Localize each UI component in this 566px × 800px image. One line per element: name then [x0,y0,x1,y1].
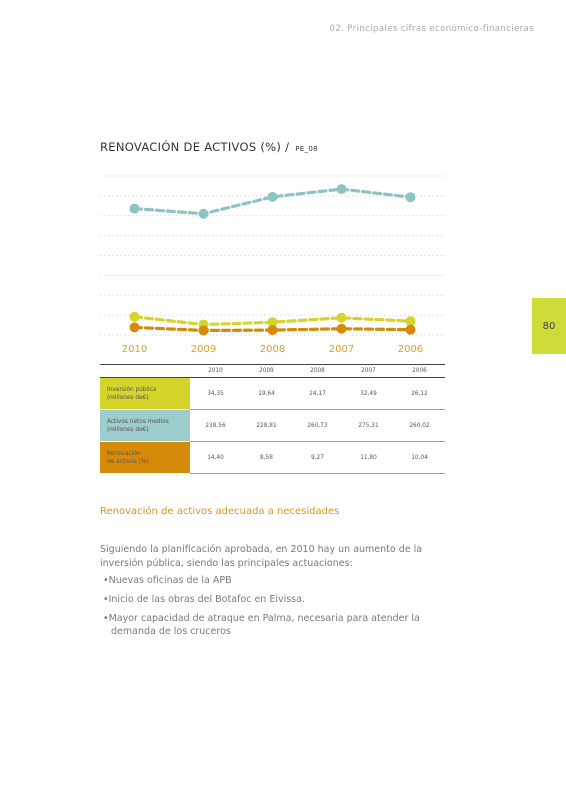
table-header-cell: 2008 [292,365,343,378]
renovation-line-chart [100,168,445,363]
table-cell: 26,12 [394,378,445,410]
data-point [337,184,347,194]
data-point [268,192,278,202]
table-header-cell: 2007 [343,365,394,378]
data-point [406,325,416,335]
chart-lines [135,189,411,330]
intro-paragraph: Siguiendo la planificación aprobada, en 2010 hay un aumento de la inversión pública, siendo las principales actuaciones: [100,543,423,569]
data-point [268,325,278,335]
data-table [100,364,445,474]
data-point [337,324,347,334]
page-number-tab [532,298,566,354]
row-label-line: de activos (%) [107,458,149,465]
x-tick-label: 2006 [397,344,424,355]
running-head: 02. Principales cifras económico-financieras [329,24,534,34]
chart-title [100,140,318,154]
data-point [199,325,209,335]
bullet-list [103,574,453,644]
table-header-row [100,365,445,378]
table-header-blank [100,365,190,378]
row-label-line: Inversión pública [107,386,157,393]
table-cell: 32,49 [343,378,394,410]
table-cell: 11,80 [343,442,394,474]
table-header-cell: 2010 [190,365,241,378]
table-cell: 14,40 [190,442,241,474]
row-label-inversion [100,378,190,410]
list-item: • Inicio de las obras del Botafoc en Eivissa. [103,593,453,606]
data-point [406,316,416,326]
data-point [337,313,347,323]
list-item: • Mayor capacidad de atraque en Palma, necesaria para atender la demanda de los cruceros [103,612,453,638]
table-cell: 24,17 [292,378,343,410]
table-header-cell: 2006 [394,365,445,378]
table-cell: 260,02 [394,410,445,442]
chart-points [130,184,416,335]
row-label-line: (millones de€) [107,394,149,401]
x-tick-label: 2007 [328,344,355,355]
data-point [406,192,416,202]
chart-title-main: RENOVACIÓN DE ACTIVOS (%) / [100,140,294,154]
x-tick-label: 2010 [121,344,148,355]
page-number: 80 [542,320,556,332]
data-point [130,312,140,322]
data-point [130,322,140,332]
table-cell: 8,58 [241,442,292,474]
row-label-renovacion [100,442,190,474]
table-cell: 34,35 [190,378,241,410]
table-cell: 9,27 [292,442,343,474]
list-item: • Nuevas oficinas de la APB [103,574,453,587]
table-cell: 228,81 [241,410,292,442]
row-label-activos [100,410,190,442]
table-row [100,442,445,474]
data-point [130,204,140,214]
table-row [100,410,445,442]
x-tick-label: 2008 [259,344,286,355]
table-header-cell: 2009 [241,365,292,378]
table-cell: 275,31 [343,410,394,442]
table-row [100,378,445,410]
table-cell: 260,73 [292,410,343,442]
row-label-line: (millones de€) [107,426,149,433]
data-point [199,209,209,219]
chart-title-code: PE_08 [295,145,318,153]
x-tick-label: 2009 [190,344,217,355]
table-cell: 10,04 [394,442,445,474]
row-label-line: Activos netos medios [107,418,169,425]
section-heading: Renovación de activos adecuada a necesidades [100,506,340,517]
chart-x-ticks [122,344,423,355]
table-cell: 19,64 [241,378,292,410]
table-cell: 238,56 [190,410,241,442]
row-label-line: Renovación [107,450,141,457]
